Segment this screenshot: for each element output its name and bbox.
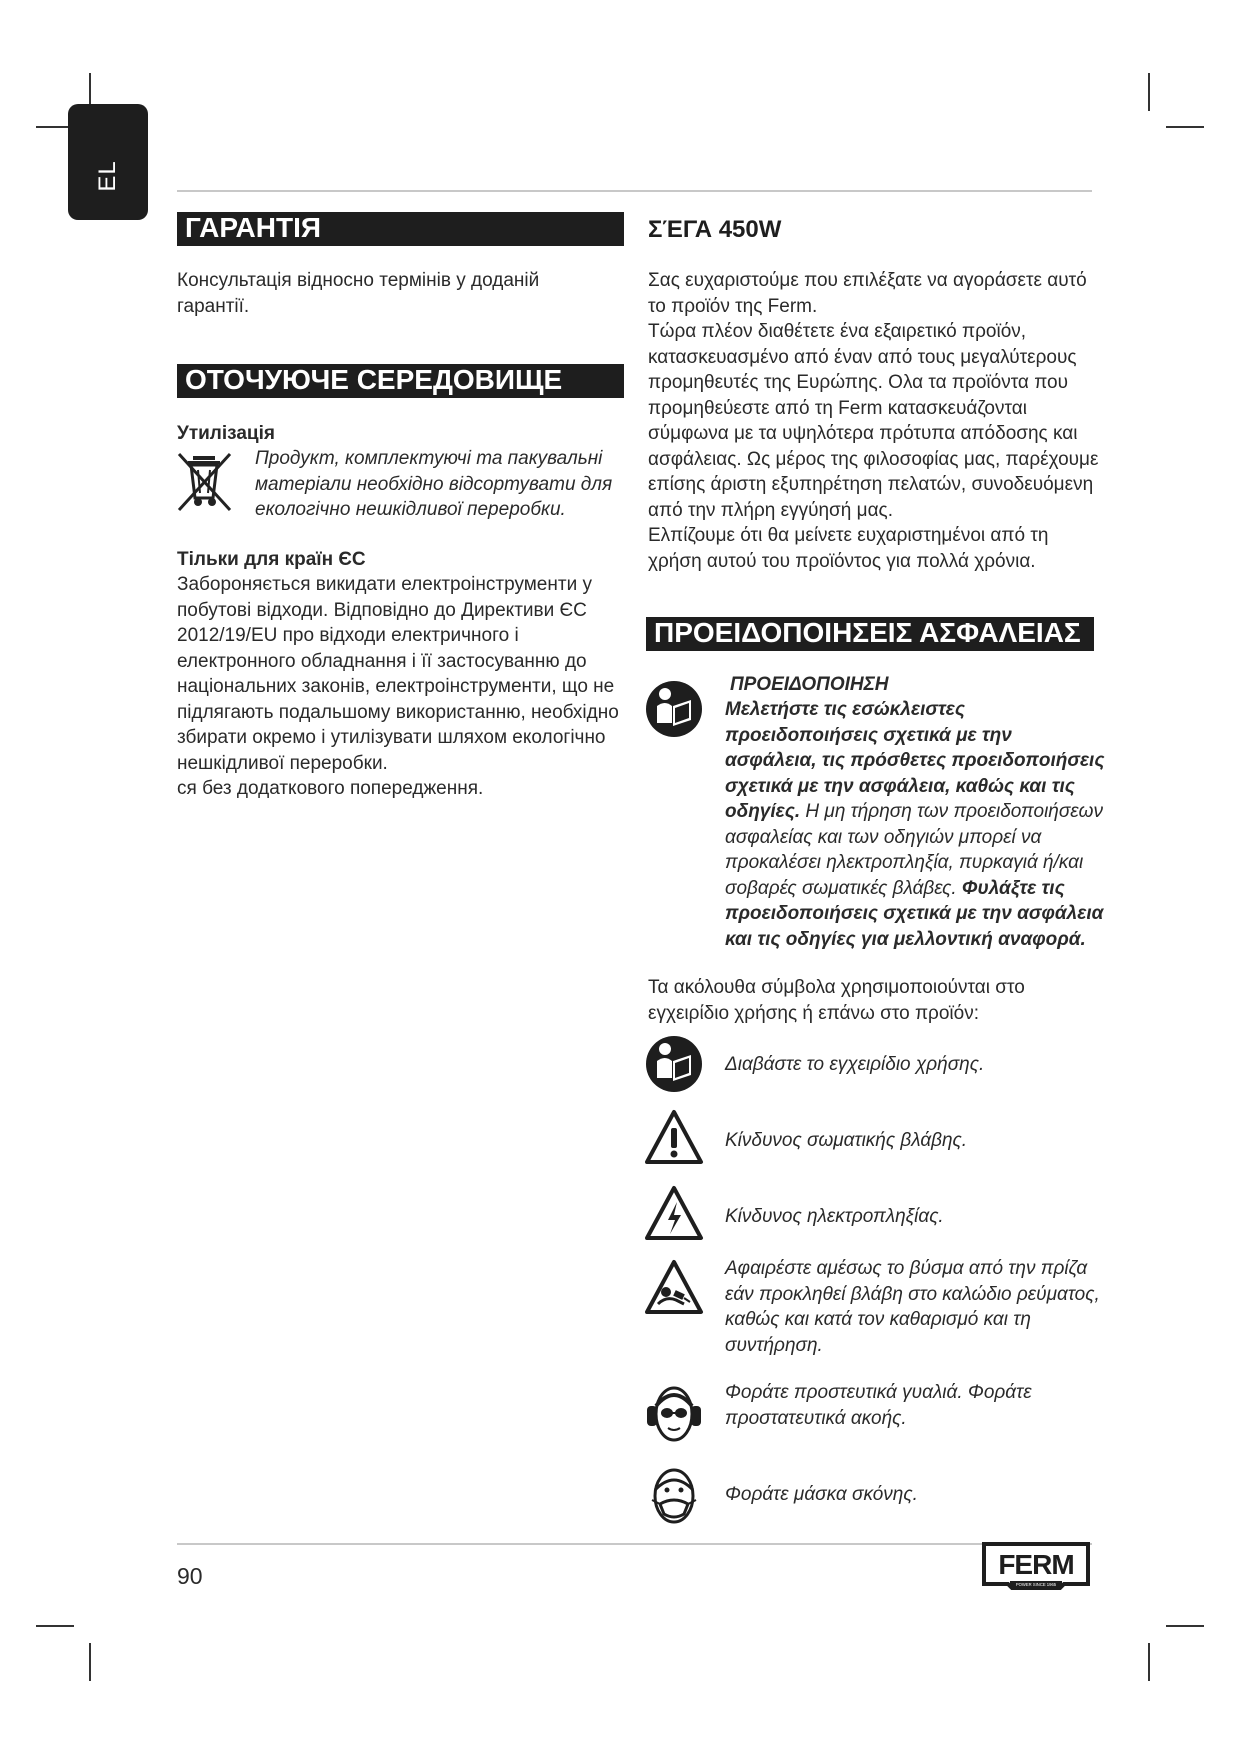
disposal-heading: Утилізація: [177, 423, 275, 444]
read-manual-icon: [644, 679, 704, 739]
symbol-text: Φοράτε προστευτικά γυαλιά. Φοράτε προστατευτικά ακοής.: [725, 1382, 1032, 1429]
ec-heading: Тільки для країн ЄС: [177, 549, 366, 570]
logo-tagline: POWER SINCE 1965: [1015, 1582, 1057, 1587]
language-label: EL: [94, 160, 121, 192]
crop-mark: [89, 1643, 91, 1681]
symbol-text: Αφαιρέστε αμέσως το βύσμα από την πρίζα εάν προκληθεί βλάβη στο καλώδιο ρεύματος, καθώς και κατά τον καθαρισμό και τη συντήρηση.: [725, 1258, 1100, 1356]
crop-mark: [1148, 73, 1150, 111]
symbol-text: Κίνδυνος ηλεκτροπληξίας.: [725, 1206, 944, 1227]
warning-bold-1: Μελετήστε τις εσώκλειστες προειδοποιήσεις σχετικά με την ασφάλεια, τις πρόσθετες προειδοποιήσεις σχετικά με την ασφάλεια, καθώς και τις οδηγίες.: [725, 699, 1105, 822]
goggles-ear-protection-icon: [644, 1382, 704, 1446]
product-intro-3: Ελπίζουμε ότι θα μείνετε ευχαριστημένοι από τη χρήση αυτού του προϊόντος για πολλά χρόνια.: [648, 525, 1049, 572]
weee-bin-icon: [176, 450, 234, 512]
electric-shock-icon: [644, 1184, 704, 1242]
ec-note: ся без додаткового попередження.: [177, 778, 484, 799]
bottom-divider: [177, 1543, 1092, 1545]
language-tab: [68, 104, 148, 220]
ferm-logo: [980, 1540, 1092, 1592]
warning-label: ΠΡΟΕΙΔΟΠΟΙΗΣΗ: [730, 674, 889, 695]
product-intro-1: Σας ευχαριστούμε που επιλέξατε να αγοράσετε αυτό το προϊόν της Ferm.: [648, 270, 1087, 317]
warning-text: Η μη τήρηση των προειδοποιήσεων ασφαλείας και των οδηγιών μπορεί να προκαλέσει ηλεκτροπληξία, πυρκαγιά ή/και σοβαρές σωματικές βλάβες.: [725, 801, 1103, 899]
product-title: ΣΈΓΑ 450W: [648, 216, 782, 243]
product-intro-2: Τώρα πλέον διαθέτετε ένα εξαιρετικό προϊόν, κατασκευασμένο από έναν από τους μεγαλύτερους προμηθευτές της Ευρώπης. Ολα τα προϊόντα που προμηθεύεστε από τη Ferm κατασκευάζονται σύμφωνα με τα υψηλότερα πρότυπα απόδοσης και ασφάλειας. Ως μέρος της φιλοσοφίας μας, παρέχουμε επίσης άριστη εξυπηρέτηση πελατών, συνοδευόμενη από την πλήρη εγγύησή μας.: [648, 321, 1099, 521]
symbol-text: Φοράτε μάσκα σκόνης.: [725, 1484, 918, 1505]
warranty-heading: ГАРАНТІЯ: [177, 212, 624, 246]
warning-bold-2: Φυλάξτε τις προειδοποιήσεις σχετικά με την ασφάλεια και τις οδηγίες για μελλοντική αναφορά.: [725, 877, 1104, 950]
crop-mark: [1148, 1643, 1150, 1681]
crop-mark: [36, 1625, 74, 1627]
injury-warning-icon: [644, 1108, 704, 1166]
warranty-text: Консультація відносно термінів у доданій гарантії.: [177, 270, 540, 317]
dust-mask-icon: [646, 1466, 702, 1530]
symbol-text: Κίνδυνος σωματικής βλάβης.: [725, 1130, 968, 1151]
crop-mark: [1166, 1625, 1204, 1627]
symbol-text: Διαβάστε το εγχειρίδιο χρήσης.: [725, 1054, 985, 1075]
safety-heading: ΠΡΟΕΙΔΟΠΟΙΗΣΕΙΣ ΑΣΦΑΛΕΙΑΣ: [646, 617, 1094, 651]
top-divider: [177, 190, 1092, 192]
read-manual-icon: [644, 1034, 704, 1094]
ec-text: Забороняється викидати електроінструменти у побутові відходи. Відповідно до Директиви ЄС 2012/19/EU про відходи електричного і електронного обладнання і її застосуванню до національних законів, електроінструменти, що не підлягають подальшому використанню, необхідно збирати окремо і утилізувати шляхом екологічно нешкідливої переробки.: [177, 574, 619, 774]
logo-wordmark: FERM: [998, 1549, 1074, 1580]
warning-block: [725, 697, 1105, 952]
page-number: 90: [177, 1563, 203, 1589]
unplug-damaged-cable-icon: [644, 1258, 704, 1316]
disposal-text: Продукт, комплектуючі та пакувальні матеріали необхідно відсортувати для екологічно нешкідливої переробки.: [255, 448, 613, 520]
symbols-intro: Τα ακόλουθα σύμβολα χρησιμοποιούνται στο εγχειρίδιο χρήσης ή επάνω στο προϊόν:: [648, 977, 1025, 1024]
crop-mark: [1166, 126, 1204, 128]
environment-heading: ОТОЧУЮЧЕ СЕРЕДОВИЩЕ: [177, 364, 624, 398]
